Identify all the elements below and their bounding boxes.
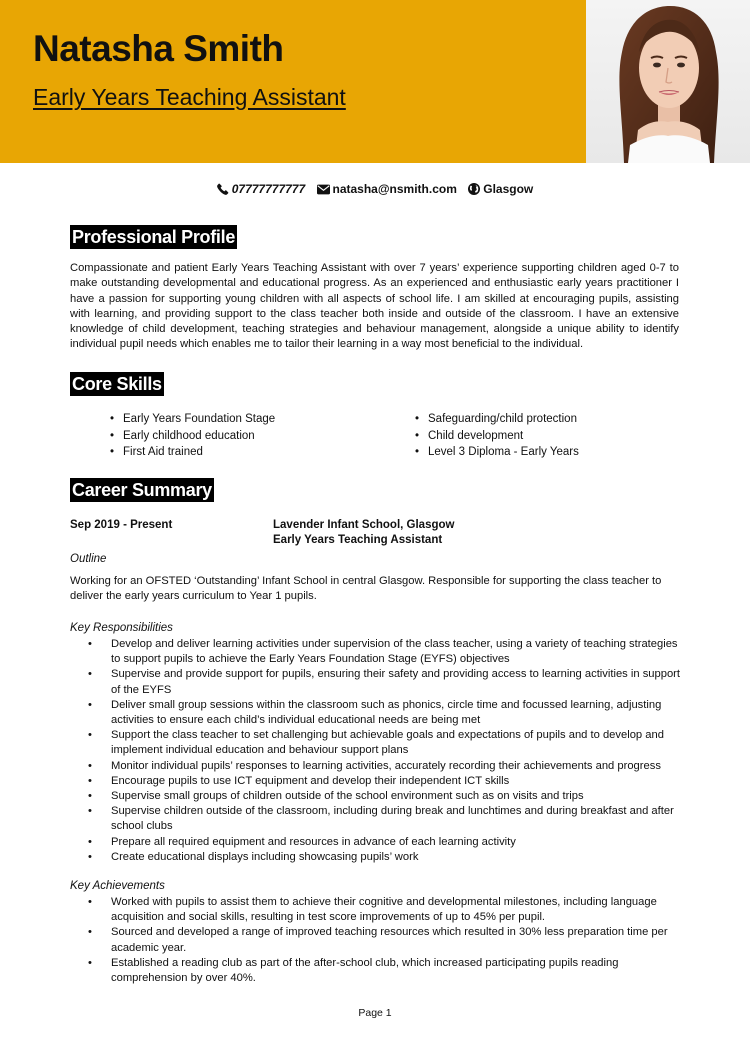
list-item: • Create educational displays including showcasing pupils’ work [70, 850, 682, 865]
skill-item: • Early Years Foundation Stage [110, 411, 275, 428]
envelope-icon [317, 184, 330, 195]
responsibilities-label: Key Responsibilities [70, 622, 173, 634]
career-heading: Career Summary [72, 480, 212, 500]
job-dates: Sep 2019 - Present [70, 519, 173, 531]
profile-text: Compassionate and patient Early Years Teaching Assistant with over 7 years’ experience supporting children aged 0-7 to make outstanding developmental and educational progress. As an experienced and enthusiastic early years practitioner I have a passion for supporting young children with all aspects of school life. I am skilled at encouraging pupils, assisting with learning, and providing support to the class teacher both inside and outside of the classroom. I have an extensive knowledge of child development, teaching strategies and behaviour management, alongside a unique ability to identify individual pupil needs which enables me to tailor their learning in a way most beneficial to the individual. [70, 262, 679, 351]
list-item: • Worked with pupils to assist them to achieve their cognitive and developmental milestones, including language acquisition and social skills, resulting in test score improvements of up to 45% per pupil. [70, 895, 682, 925]
profile-heading: Professional Profile [72, 227, 236, 247]
list-item: • Develop and deliver learning activities under supervision of the class teacher, using a variety of teaching strategies to support pupils to achieve the Early Years Foundation Stage (EYFS) objectives [70, 637, 682, 667]
list-item: • Sourced and developed a range of improved teaching resources which resulted in 30% less preparation time per academic year. [70, 925, 682, 955]
skill-item: • Early childhood education [110, 428, 275, 445]
page-number: Page 1 [358, 1007, 392, 1019]
profile-photo [586, 0, 750, 163]
achievements-label: Key Achievements [70, 880, 165, 892]
achievements-list [70, 895, 682, 986]
contact-phone[interactable] [217, 181, 305, 197]
list-item: • Support the class teacher to set challenging but achievable goals and expectations of pupils and to develop and implement individual education and behaviour support plans [70, 728, 682, 758]
list-item: • Established a reading club as part of the after-school club, which increased participating pupils reading comprehension by over 40%. [70, 956, 682, 986]
skill-item: • First Aid trained [110, 444, 275, 461]
phone-icon [217, 183, 229, 195]
skills-list-left [110, 411, 275, 461]
outline-text: Working for an OFSTED ‘Outstanding’ Infant School in central Glasgow. Responsible for supporting the class teacher to deliver the early years curriculum to Year 1 pupils. [70, 575, 662, 603]
skill-item: • Safeguarding/child protection [415, 411, 579, 428]
skills-heading: Core Skills [72, 374, 162, 394]
job-role: Early Years Teaching Assistant [273, 534, 443, 546]
list-item: • Supervise children outside of the classroom, including during break and lunchtimes and during breakfast and after school clubs [70, 804, 682, 834]
list-item: • Monitor individual pupils’ responses to learning activities, accurately recording their achievements and progress [70, 759, 682, 774]
contact-location [468, 181, 533, 197]
candidate-job-title: Early Years Teaching Assistant [33, 84, 346, 110]
skill-item: • Level 3 Diploma - Early Years [415, 444, 579, 461]
list-item: • Supervise and provide support for pupils, ensuring their safety and providing access to learning activities in support of the EYFS [70, 667, 682, 697]
outline-label: Outline [70, 553, 107, 565]
header-band [0, 0, 586, 163]
skills-list-right [415, 411, 579, 461]
candidate-name: Natasha Smith [33, 28, 284, 69]
responsibilities-list [70, 637, 682, 865]
skill-item: • Child development [415, 428, 579, 445]
contact-email[interactable] [317, 181, 457, 197]
list-item: • Encourage pupils to use ICT equipment and develop their independent ICT skills [70, 774, 682, 789]
job-employer: Lavender Infant School, Glasgow [273, 519, 455, 531]
contact-phone-text: 07777777777 [231, 182, 306, 196]
contact-bar [0, 181, 750, 197]
contact-location-text: Glasgow [483, 182, 534, 196]
contact-email-text: natasha@nsmith.com [332, 182, 457, 196]
list-item: • Deliver small group sessions within the classroom such as phonics, circle time and focussed learning, adjusting activities to ensure each child’s individual educational needs are being met [70, 698, 682, 728]
list-item: • Supervise small groups of children outside of the school environment such as on visits and trips [70, 789, 682, 804]
list-item: • Prepare all required equipment and resources in advance of each learning activity [70, 835, 682, 850]
globe-icon [468, 183, 480, 195]
